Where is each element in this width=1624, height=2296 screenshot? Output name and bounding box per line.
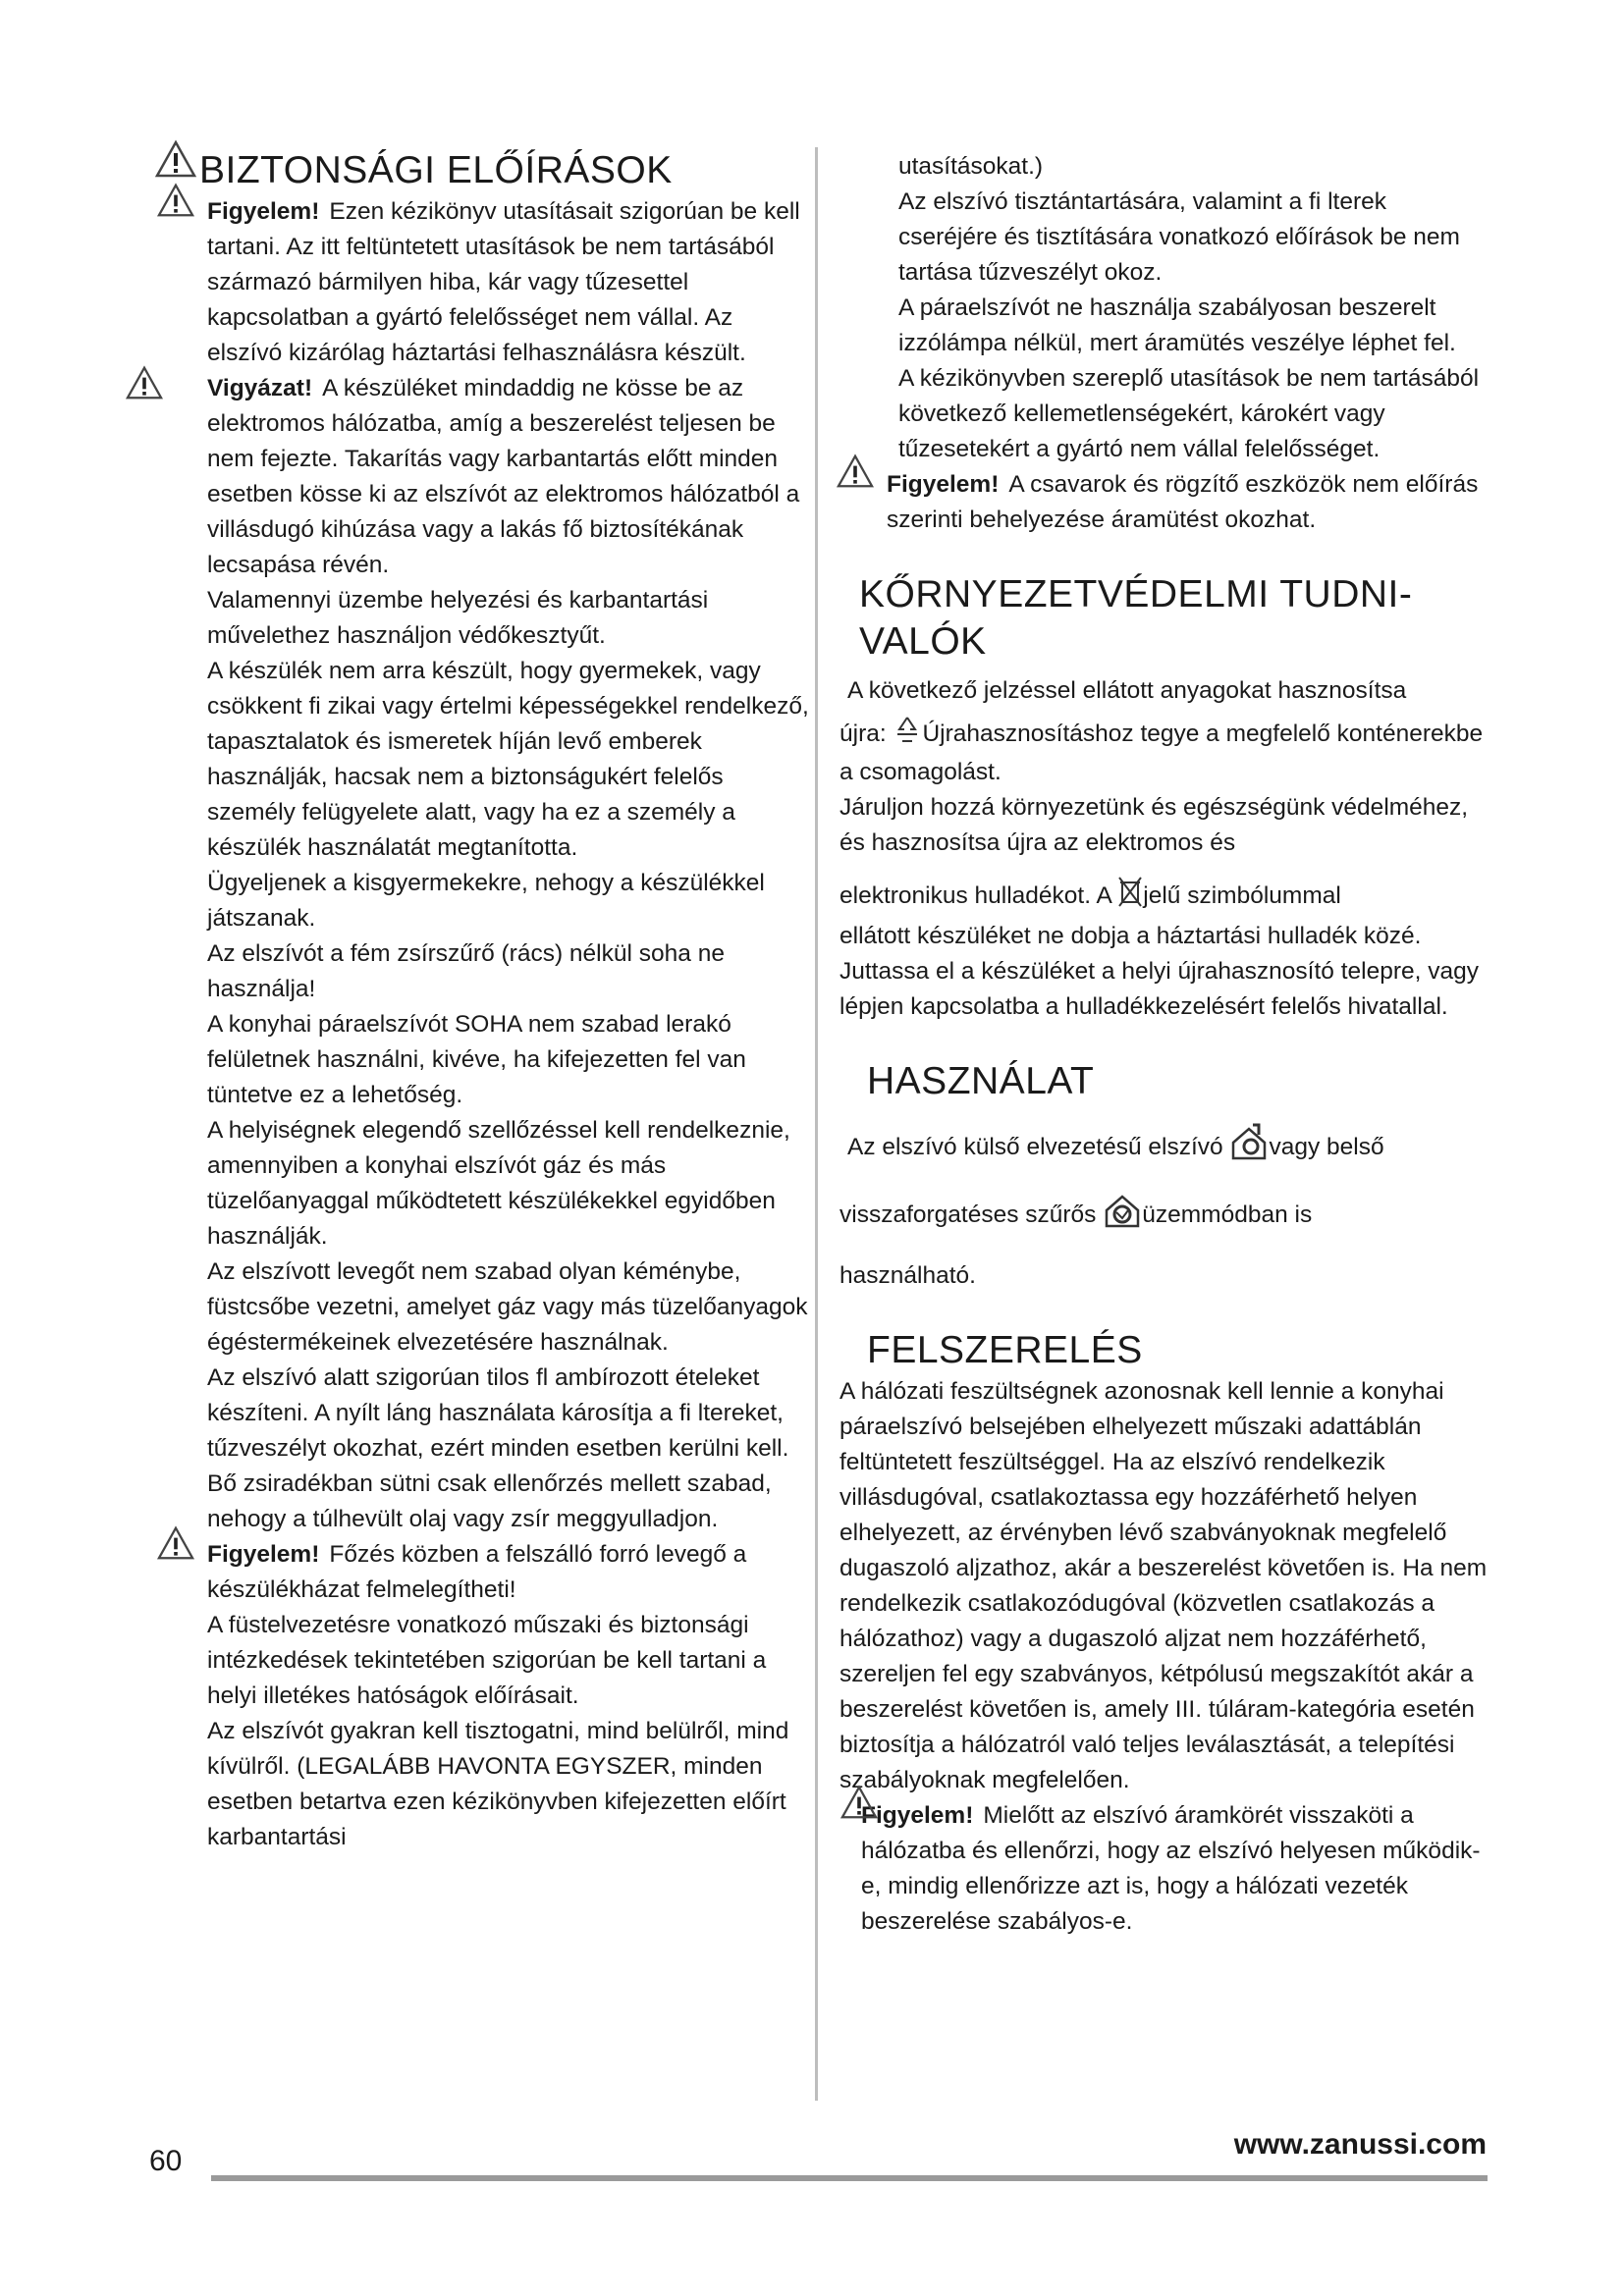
environment-paragraph-3: Járuljon hozzá környezetünk és egészségünk védelméhez, és hasznosítsa újra az elektromos és [839, 794, 1469, 856]
usage-text: üzemmódban is [1142, 1201, 1313, 1228]
recirculation-mode-icon [1103, 1191, 1142, 1241]
environment-title [839, 571, 1488, 666]
usage-text: Az elszívó külső elvezetésű elszívó [847, 1133, 1230, 1160]
website-url: www.zanussi.com [1233, 2128, 1487, 2161]
environment-paragraph-2 [839, 715, 1488, 790]
paragraph-flambe: Az elszívó alatt szigorúan tilos fl ambírozott ételeket készíteni. A nyílt láng használata károsítja a fi ltereket, tűzveszélyt okozhat, ezért minden esetben kerülni kell. [207, 1364, 789, 1462]
paragraph-ventilation: A helyiségnek elegendő szellőzéssel kell rendelkeznie, amennyiben a konyhai elszívót gáz és más tüzelőanyaggal működtetett készülékekkel egyidőben használják. [207, 1117, 790, 1250]
environment-title-line-2: VALÓK [859, 620, 987, 663]
usage-paragraph-3: használható. [839, 1262, 976, 1289]
environment-text: elektronikus hulladékot. A [839, 881, 1118, 909]
warning-block-5 [839, 1798, 1488, 1940]
caution-text: A készüléket mindaddig ne kösse be az elektromos hálózatba, amíg a beszerelést teljesen be nem fejezte. Takarítás vagy karbantartás előtt minden esetben kösse ki az elszívót az elektromos hálózatból a villásdugó kihúzása vagy a lakás fő biztosítékának lecsapása révén. [207, 375, 800, 578]
warning-text: A csavarok és rögzítő eszközök nem előírás szerinti behelyezése áramütést okozhat. [887, 471, 1479, 533]
paragraph-cleaning: Az elszívót gyakran kell tisztogatni, mind belülről, mind kívülről. (LEGALÁBB HAVONTA EGYSZER, minden esetben betartva ezen kézikönyvben kifejezetten előírt karbantartási [207, 1718, 789, 1850]
paragraph-continuation: utasításokat.) [898, 153, 1044, 180]
column-divider [815, 147, 818, 2101]
warning-block-4 [839, 467, 1488, 538]
usage-paragraph-1 [839, 1123, 1488, 1173]
environment-paragraph-4 [839, 875, 1488, 919]
page-number: 60 [149, 2145, 183, 2177]
safety-title: BIZTONSÁGI ELŐÍRÁSOK [199, 149, 673, 191]
crossed-bin-icon [1117, 875, 1143, 919]
usage-paragraph-2 [839, 1191, 1488, 1241]
paragraph-liability: A kézikönyvben szereplő utasítások be nem tartásából következő kellemetlenségekért, károkért vagy tűzesetekért a gyártó nem vállal felelősséget. [898, 365, 1480, 462]
paragraph-filter-cleaning: Az elszívó tisztántartására, valamint a fi lterek cseréjére és tisztítására vonatkozó előírások be nem tartása tűzveszélyt okoz. [898, 188, 1460, 286]
warning-triangle-icon [836, 454, 875, 500]
footer-rule [211, 2175, 1488, 2181]
caution-label: Vigyázat! [207, 375, 313, 401]
installation-title: FELSZERELÉS [867, 1329, 1143, 1371]
warning-block-3 [162, 1537, 810, 1608]
environment-text: újra: [839, 720, 893, 747]
paragraph-filter: Az elszívót a fém zsírszűrő (rács) nélkül soha ne használja! [207, 940, 725, 1002]
paragraph-supervision: Ügyeljenek a kisgyermekekre, nehogy a készülékkel játszanak. [207, 870, 765, 932]
environment-title-line-1: KŐRNYEZETVÉDELMI TUDNI- [859, 573, 1413, 615]
warning-text: Mielőtt az elszívó áramkörét visszaköti a hálózatba és ellenőrzi, hogy az elszívó helyesen működik-e, mindig ellenőrizze azt is, hogy a hálózati vezeték beszerelése szabályos-e. [861, 1802, 1481, 1935]
paragraph-regulations: A füstelvezetésre vonatkozó műszaki és biztonsági intézkedések tekintetében szigorúan be kell tartani a helyi illetékes hatóságok előírásait. [207, 1612, 767, 1709]
paragraph-frying: Bő zsiradékban sütni csak ellenőrzés mellett szabad, nehogy a túlhevült olaj vagy zsír meggyulladjon. [207, 1470, 772, 1532]
extraction-mode-icon [1229, 1123, 1269, 1173]
usage-title: HASZNÁLAT [867, 1060, 1095, 1102]
installation-paragraph: A hálózati feszültségnek azonosnak kell lennie a konyhai páraelszívó belsejében elhelyezett műszaki adattáblán feltüntetett feszültséggel. Ha az elszívó rendelkezik villásdugóval, csatlakoztassa egy hozzáférhető helyen elhelyezett, az érvényben lévő szabványoknak megfelelő dugaszoló aljzathoz, akár a beszerelést követően is. Ha nem rendelkezik csatlakozódugóval (közvetlen csatlakozás a hálózathoz) vagy a dugaszoló aljzat nem hozzáférhető, szereljen fel egy szabványos, kétpólusú megszakítót akár a beszerelést követően is, amely III. túláram-kategória esetén biztosítja a hálózatról való teljes leválasztását, a telepítési szabályoknak megfelelően. [839, 1378, 1488, 1793]
environment-paragraph-5: ellátott készüléket ne dobja a háztartási hulladék közé. Juttassa el a készüléket a helyi újrahasznosító telepre, vagy lépjen kapcsolatba a hulladékkezelésért felelős hivatallal. [839, 923, 1479, 1020]
paragraph-gloves: Valamennyi üzembe helyezési és karbantartási művelethez használjon védőkesztyűt. [207, 587, 709, 649]
warning-text: Ezen kézikönyv utasításait szigorúan be kell tartani. Az itt feltüntetett utasítások be nem tartásából származó bármilyen hiba, kár vagy tűzesettel kapcsolatban a gyártó felelősséget nem vállal. Az elszívó kizárólag háztartási felhasználásra készült. [207, 198, 800, 366]
environment-paragraph-1: A következő jelzéssel ellátott anyagokat hasznosítsa [847, 677, 1407, 704]
paragraph-chimney: Az elszívott levegőt nem szabad olyan kéménybe, füstcsőbe vezetni, amelyet gáz vagy más tüzelőanyagok égéstermékeinek elvezetésére használnak. [207, 1258, 808, 1356]
paragraph-lamp: A páraelszívót ne használja szabályosan beszerelt izzólámpa nélkül, mert áramütés veszélye léphet fel. [898, 294, 1456, 356]
warning-label: Figyelem! [207, 1541, 320, 1568]
warning-triangle-icon [154, 139, 197, 184]
warning-block-2 [162, 371, 810, 583]
environment-text: jelű szimbólummal [1143, 881, 1341, 909]
warning-triangle-icon [125, 365, 164, 411]
usage-text: vagy belső [1269, 1133, 1384, 1160]
warning-triangle-icon [156, 1525, 195, 1572]
paragraph-surface: A konyhai páraelszívót SOHA nem szabad lerakó felületnek használni, kivéve, ha kifejezetten fel van tüntetve ez a lehetőség. [207, 1011, 746, 1108]
right-column [839, 149, 1488, 1940]
usage-text: visszaforgatéses szűrős [839, 1201, 1104, 1228]
warning-label: Figyelem! [861, 1802, 974, 1829]
warning-label: Figyelem! [207, 198, 320, 225]
warning-text: Főzés közben a felszálló forró levegő a készülékházat felmelegítheti! [207, 1541, 747, 1603]
safety-title-row [162, 147, 810, 194]
warning-block-1 [162, 194, 810, 371]
warning-triangle-icon [839, 1785, 879, 1831]
warning-label: Figyelem! [887, 471, 1000, 498]
paragraph-children: A készülék nem arra készült, hogy gyermekek, vagy csökkent fi zikai vagy értelmi képességekkel rendelkező, tapasztalatok és ismeretek híján levő emberek használják, hacsak nem a biztonságukért felelős személy felügyelete alatt, vagy ha ez a személy a készülék használatát megtanította. [207, 658, 809, 861]
recycle-icon [893, 715, 922, 755]
warning-triangle-icon [156, 183, 195, 229]
environment-text: Újrahasznosításhoz tegye a megfelelő konténerekbe a csomagolást. [839, 720, 1484, 785]
left-column [162, 147, 810, 1855]
